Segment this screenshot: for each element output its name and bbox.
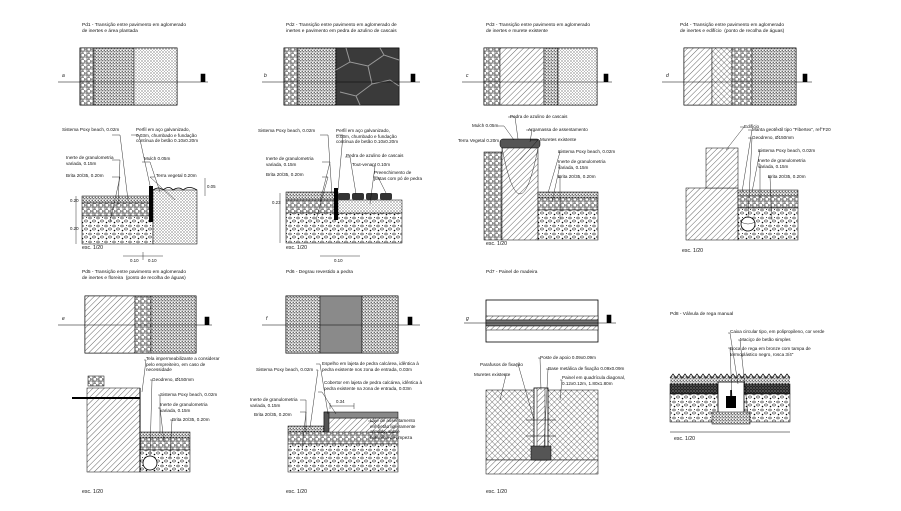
detail-pd1 [58,48,208,260]
detail-title: Pd5 - Transição entre pavimento em aglomerado de inertes e floreira (ponto de recolha de águas) [82,270,186,281]
section-marker: f [266,316,268,322]
label: Pedra de azulino de cascais [346,153,404,158]
label: Sistema Poxy beach, 0.02m [258,128,316,133]
dimension: 0.20 [70,198,79,203]
scale-label: esc. 1/20 [486,489,508,495]
detail-title: Pd2 - Transição entre pavimento em aglomerado de inertes e pavimento em pedra de azulino de cascais [286,23,397,34]
label: Caixa circular tipo, em polipropileno, cor verde [730,329,825,334]
scale-label: esc. 1/20 [82,489,104,495]
scale-label: esc. 1/20 [286,245,308,251]
label: Argamassa de assentamento [528,127,588,132]
label: Manta geotêxtil tipo "Fibertex", ref°F20 [752,127,831,132]
detail-title: Pd4 - Transição entre pavimento em aglomerado de inertes e edifício (ponto de recolha de águas) [680,23,785,34]
dimension: 0.10 [130,258,139,263]
label: Sistema Poxy beach, 0.02m [558,149,616,154]
label: Inerte de granulometria variada, 0.15m [266,156,314,167]
label: Base metálica de fixação 0.09x0.09m [548,366,625,371]
section-marker: a [62,73,65,79]
label: Sistema Poxy beach, 0.02m [160,392,218,397]
label: Edifício [744,124,760,129]
detail-title: Pd7 - Painel de madeira [486,270,538,275]
section-marker-arrow [201,74,205,82]
scale-label: esc. 1/20 [286,489,308,495]
label: Boca de rega em bronze com tampa de termoplástico negro, rosca 3/4" [730,346,811,357]
label: Laje de assentamento em betão ligeiramente armado, sobre betonilha de limpeza [370,418,416,440]
section-marker: b [264,73,267,79]
label: Brita 20/35, 0.20m [254,412,292,417]
label: Sistema Poxy beach, 0.02m [62,127,120,132]
label: Brita 20/35, 0.20m [768,174,806,179]
detail-pd3 [462,48,612,240]
label: Brita 20/35, 0.20m [66,173,104,178]
label: Preenchimento de juntas com pó de pedra [374,170,423,181]
label: Painel em quadrícula diagonal, 0.12x0.12m, 1.80x1.80m [562,375,626,386]
dimension: 0.20 [70,226,79,231]
label: Inerte de granulometria variada, 0.15m [160,402,208,413]
dimension: 0.23 [272,200,281,205]
label: Mulch 0.05m [472,123,499,128]
section-marker: d [666,73,669,79]
label: Brita 20/35, 0.20m [558,174,596,179]
dimension: 0.10 [334,258,343,263]
label: Muretes existente [474,372,511,377]
label: Parafusos de fixação [480,362,523,367]
detail-title: Pd1 - Transição entre pavimento em aglomerado de inertes e área plantada [82,23,186,34]
detail-pd7 [464,300,616,474]
label: Terra vegetal 0.20m [156,173,197,178]
label: Geodreno, Ø150mm [752,135,794,140]
label: Muretes existente [540,137,577,142]
section-marker: c [466,73,469,79]
detail-pd5 [58,296,212,472]
label: Terra Vegetal 0.20m [458,138,500,143]
detail-title: Pd6 - Degrau revestido a pedra [286,270,353,275]
label: Tela impermeabilizante a considerar pelo empreiteiro, em caso de necessidade [146,356,220,373]
label: Brita 20/35, 0.20m [266,172,304,177]
label: Perfil em aço galvanizado, 0.03m, chumbado e fundação contínua de betão 0.10x0.20m [136,127,199,144]
scale-label: esc. 1/20 [486,241,508,247]
label: Cobertor em lajeta de pedra calcárea, idêntica à pedra existente na zona de entrada, 0.03m [324,380,423,391]
detail-pd2 [262,48,423,256]
label: Inerte de granulometria variada, 0.15m [66,155,114,166]
detail-pd4 [662,48,812,240]
dimension: 0.10 [148,258,157,263]
label: Brita 20/35, 0.20m [172,417,210,422]
section-marker: e [62,316,65,322]
dimension: 0.05 [207,184,216,189]
label: Mulch 0.05m [144,156,171,161]
detail-title: Pd3 - Transição entre pavimento em aglomerado de inertes e murete existente [486,23,590,34]
label: Inerte de granulometria variada, 0.15m [758,158,806,169]
label: Pedra de azulino de cascais [510,114,568,119]
detail-title: Pd8 - Válvula de rega manual [670,312,734,317]
label: Sistema Poxy beach, 0.02m [758,148,816,153]
label: Inerte de granulometria variada, 0.15m [250,397,298,408]
dimension: 0.34 [336,399,345,404]
label: Inerte de granulometria variada, 0.15m [558,159,606,170]
label: Tout-venant 0.10m [352,162,391,167]
scale-label: esc. 1/20 [82,245,104,251]
label: Poste de apoio 0.09x0.09m [540,355,596,360]
label: Geodreno, Ø150mm [152,377,194,382]
label: Maciço de betão simples [740,337,791,342]
scale-label: esc. 1/20 [682,248,704,254]
scale-label: esc. 1/20 [674,436,696,442]
label: Espelho em lajeta de pedra calcárea, idêntica à pedra existente nos zona de entrada, 0.03m [322,361,419,372]
label: Sistema Poxy beach, 0.02m [256,367,314,372]
section-marker: g [466,316,469,322]
label: Perfil em aço galvanizado, 0.03m, chumbado e fundação contínua de betão 0.10x0.20m [336,128,399,145]
